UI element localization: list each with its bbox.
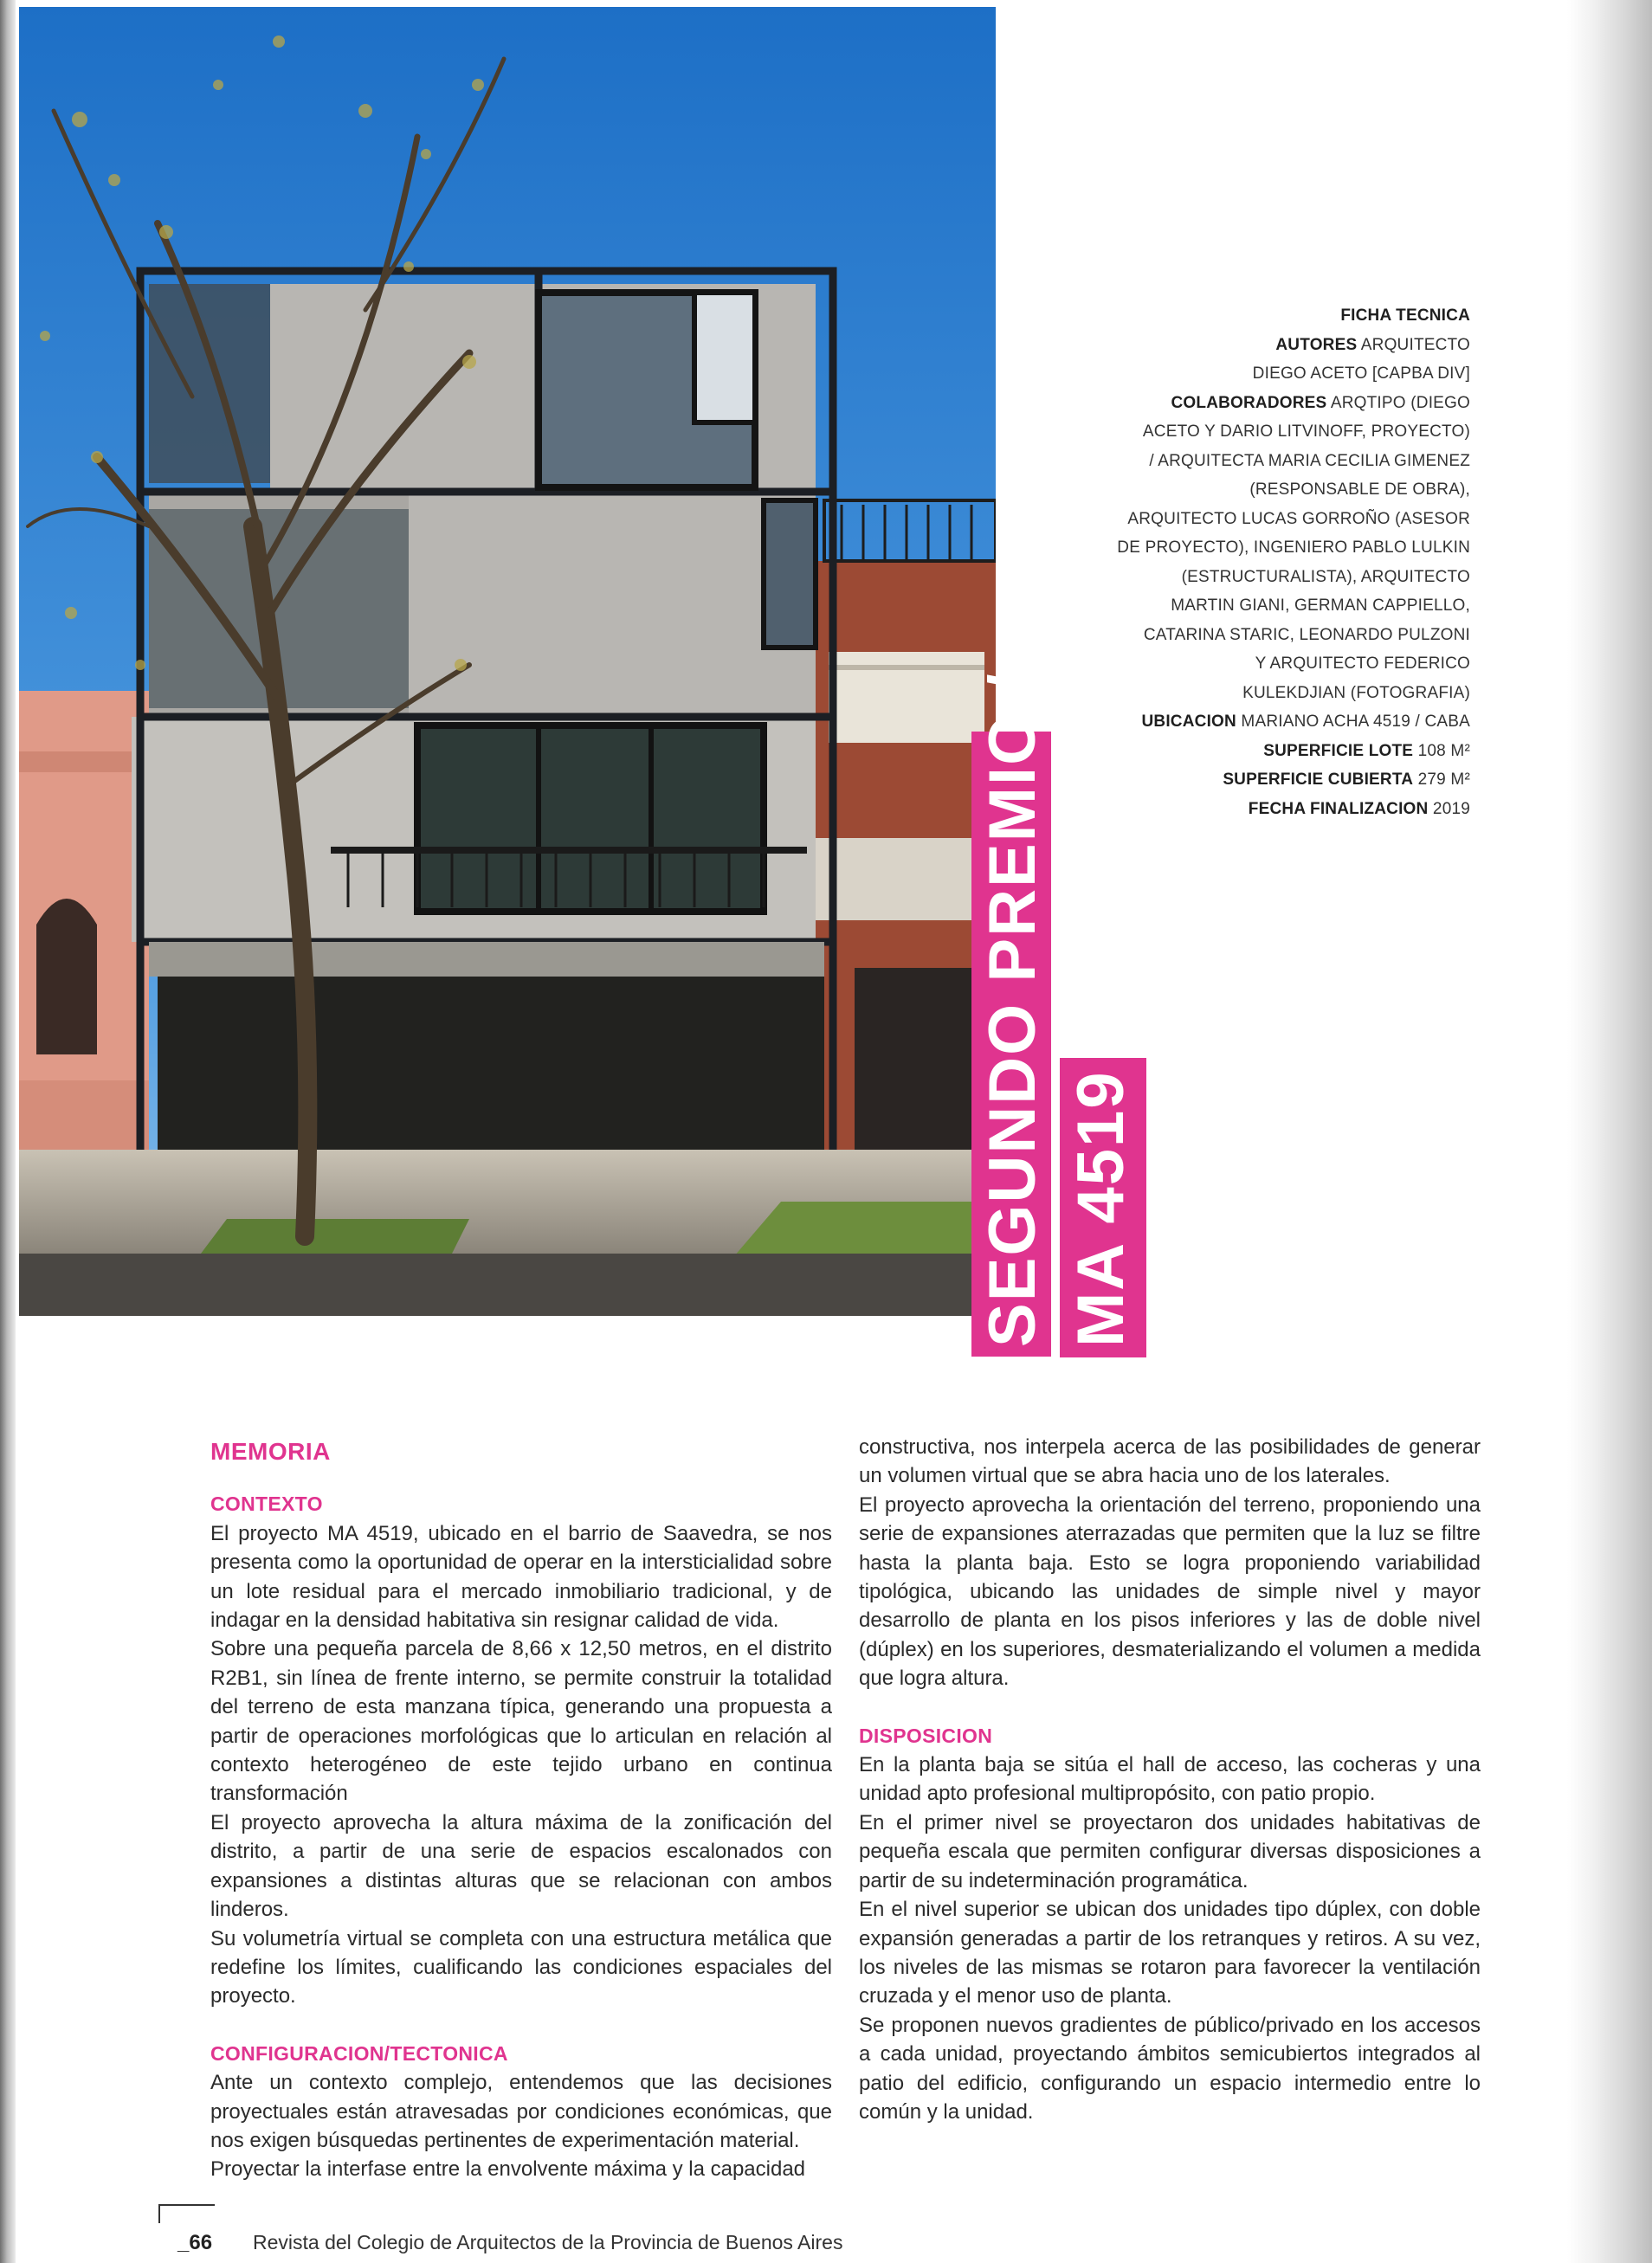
- tech-sheet-value: ARQTIPO (DIEGO: [1326, 393, 1470, 412]
- tech-sheet-line: [1020, 301, 1470, 331]
- tech-sheet-line: [1020, 389, 1470, 418]
- tech-sheet-line: [1020, 417, 1470, 447]
- tech-sheet-value: DIEGO ACETO [CAPBA DIV]: [1252, 364, 1470, 383]
- tech-sheet-line: [1020, 359, 1470, 389]
- tech-sheet-line: [1020, 737, 1470, 766]
- paragraph: Su volumetría virtual se completa con una estructura metálica que redefine los límites, cualificando las condiciones espaciales del proyecto.: [210, 1926, 832, 2008]
- paragraph: El proyecto MA 4519, ubicado en el barrio de Saavedra, se nos presenta como la oportunidad de operar en la intersticialidad sobre un lote residual para el mercado inmobiliario tradicional, y de indagar en la densidad habitativa sin resignar calidad de vida.: [210, 1521, 832, 1633]
- tech-sheet-value: MARIANO ACHA 4519 / CABA: [1236, 712, 1470, 731]
- vertical-title-line2: MA 4519: [1064, 1070, 1138, 1347]
- tech-sheet-line: [1020, 475, 1470, 505]
- publication-name: Revista del Colegio de Arquitectos de la Provincia de Buenos Aires: [253, 2231, 843, 2253]
- paragraph: En el nivel superior se ubican dos unidades tipo dúplex, con doble expansión generadas a partir de los retranques y retiros. A su vez, los niveles de las mismas se rotaron para favorecer la ventilación cruzada y el menor uso de planta.: [859, 1898, 1481, 2008]
- tech-sheet-line: [1020, 765, 1470, 795]
- tech-sheet-value: 108 M²: [1413, 741, 1470, 760]
- tech-sheet-value: (ESTRUCTURALISTA), ARQUITECTO: [1181, 567, 1470, 586]
- tech-sheet-value: ARQUITECTO: [1357, 335, 1470, 354]
- heading-configuracion: CONFIGURACION/TECTONICA: [210, 2041, 508, 2065]
- tech-sheet-line: [1020, 331, 1470, 360]
- tech-sheet-value: CATARINA STARIC, LEONARDO PULZONI: [1143, 625, 1470, 644]
- tech-sheet-label: UBICACION: [1141, 712, 1236, 731]
- tech-sheet-label: SUPERFICIE CUBIERTA: [1223, 770, 1414, 789]
- tech-sheet-line: [1020, 795, 1470, 824]
- tech-sheet-value: Y ARQUITECTO FEDERICO: [1255, 654, 1470, 673]
- tech-sheet-value: MARTIN GIANI, GERMAN CAPPIELLO,: [1171, 596, 1470, 615]
- page-curl-edge: [1567, 0, 1652, 2263]
- tech-sheet-value: ACETO Y DARIO LITVINOFF, PROYECTO): [1142, 422, 1470, 441]
- tech-sheet-line: [1020, 591, 1470, 621]
- heading-contexto: CONTEXTO: [210, 1493, 323, 1516]
- section-title-memoria: MEMORIA: [210, 1438, 331, 1465]
- tech-sheet-label: SUPERFICIE LOTE: [1263, 741, 1414, 760]
- footer-corner-mark: [158, 2204, 215, 2206]
- tech-sheet-value: KULEKDJIAN (FOTOGRAFIA): [1242, 683, 1470, 702]
- tech-sheet-value: ARQUITECTO LUCAS GORROÑO (ASESOR: [1127, 509, 1470, 528]
- paragraph: Sobre una pequeña parcela de 8,66 x 12,50 metros, en el distrito R2B1, sin línea de frente interno, se permite construir la totalidad del terreno de esta manzana típica, generando una propuesta a partir de operaciones morfológicas que lo articulan en relación al contexto heterogéneo de este tejido urbano en continua transformación: [210, 1637, 832, 1806]
- paragraph: Ante un contexto complejo, entendemos que las decisiones proyectuales están atravesadas por condiciones económicas, que nos exigen búsquedas pertinentes de experimentación material.: [210, 2071, 832, 2152]
- tech-sheet-line: [1020, 649, 1470, 679]
- paragraph: El proyecto aprovecha la orientación del terreno, proponiendo una serie de expansiones aterrazadas que permiten que la luz se filtre hasta la planta baja. Esto se logra proponiendo variabilidad tipológica, ubicando las unidades de simple nivel y mayor desarrollo de planta en los pisos inferiores y las de doble nivel (dúplex) en los superiores, desmaterializando el volumen a medida que logra altura.: [859, 1493, 1481, 1691]
- heading-disposicion: DISPOSICION: [859, 1724, 993, 1747]
- paragraph: El proyecto aprovecha la altura máxima de la zonificación del distrito, a partir de una serie de espacios escalonados con expansiones a distintas alturas que se relacionan con ambos linderos.: [210, 1810, 832, 1922]
- building-photograph: [19, 7, 996, 1316]
- tech-sheet-line: [1020, 707, 1470, 737]
- article-column-left: [210, 1437, 832, 2184]
- tech-sheet-label: FICHA TECNICA: [1340, 306, 1470, 325]
- page-number: _ 66: [177, 2231, 212, 2255]
- tech-sheet-value: (RESPONSABLE DE OBRA),: [1249, 480, 1470, 499]
- tech-sheet-value: 279 M²: [1413, 770, 1470, 789]
- tech-sheet-line: [1020, 447, 1470, 476]
- tech-sheet-line: [1020, 505, 1470, 534]
- paragraph: En la planta baja se sitúa el hall de acceso, las cocheras y una unidad apto profesional multipropósito, con patio propio.: [859, 1753, 1481, 1806]
- article-column-right: [859, 1433, 1481, 2126]
- paragraph: constructiva, nos interpela acerca de las posibilidades de generar un volumen virtual que se abra hacia uno de los laterales.: [859, 1435, 1481, 1488]
- tech-sheet-label: AUTORES: [1275, 335, 1358, 354]
- tech-sheet-line: [1020, 533, 1470, 563]
- tech-sheet-value: / ARQUITECTA MARIA CECILIA GIMENEZ: [1149, 451, 1470, 470]
- footer-corner-mark: [158, 2204, 160, 2223]
- tech-sheet-line: [1020, 679, 1470, 708]
- paragraph: Se proponen nuevos gradientes de público/privado en los accesos a cada unidad, proyectando ámbitos semicubiertos integrados al patio del edificio, configurando un espacio intermedio entre lo común y la unidad.: [859, 2013, 1481, 2124]
- paragraph: Proyectar la interfase entre la envolvente máxima y la capacidad: [210, 2157, 806, 2182]
- tech-sheet-value: DE PROYECTO), INGENIERO PABLO LULKIN: [1117, 538, 1470, 557]
- paragraph: En el primer nivel se proyectaron dos unidades habitativas de pequeña escala que permiten configurar diversas disposiciones a partir de su indeterminación programática.: [859, 1810, 1481, 1892]
- tech-sheet-label: COLABORADORES: [1171, 393, 1327, 412]
- tech-sheet-line: [1020, 563, 1470, 592]
- page-fold-shadow: [0, 0, 16, 2263]
- tech-sheet-line: [1020, 621, 1470, 650]
- technical-sheet: [1020, 301, 1470, 823]
- vertical-title-line1: SEGUNDO PREMIO /: [976, 672, 1049, 1347]
- tech-sheet-value: 2019: [1428, 799, 1470, 818]
- tech-sheet-label: FECHA FINALIZACION: [1248, 799, 1429, 818]
